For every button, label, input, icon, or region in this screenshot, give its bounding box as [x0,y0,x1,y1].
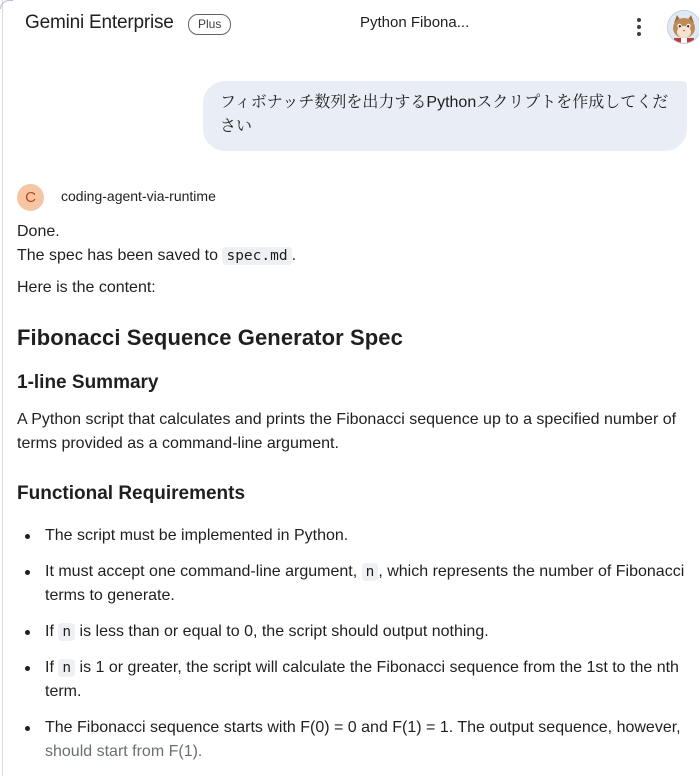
user-message-bubble: フィボナッチ数列を出力するPythonスクリプトを作成してください [203,81,687,151]
saved-file-code: spec.md [222,247,291,265]
response-saved-line [17,244,693,268]
requirement-5-faded: should start from F(1). [45,743,203,760]
response-intro: Here is the content: [17,279,156,296]
requirement-4-suffix: is 1 or greater, the script will calculate the Fibonacci sequence from the 1st to the nth term. [45,659,679,700]
summary-heading: 1-line Summary [17,372,159,393]
app-header [0,0,699,52]
app-brand: Gemini Enterprise [25,12,174,33]
window-edge [2,0,3,776]
requirement-3-code: n [58,623,75,641]
requirement-4-code: n [58,659,75,677]
requirements-list [17,524,693,776]
requirement-3-prefix: If [45,623,59,640]
response-done: Done. [17,223,60,240]
requirement-3-suffix: is less than or equal to 0, the script should output nothing. [75,623,489,640]
requirements-heading: Functional Requirements [17,483,246,504]
plan-badge: Plus [188,14,231,35]
chat-title[interactable]: Python Fibona... [360,14,470,31]
doc-title: Fibonacci Sequence Generator Spec [17,325,403,350]
list-item [17,560,693,608]
list-item [17,716,693,764]
agent-avatar: C [17,184,44,211]
requirement-5-main: The Fibonacci sequence starts with F(0) = 0 and F(1) = 1. The output sequence, however, [45,719,681,736]
requirement-2-suffix: , which represents the number of Fibonacci terms to generate. [45,563,685,604]
list-item [17,524,693,548]
requirement-2-code: n [362,563,379,581]
requirement-4-prefix: If [45,659,59,676]
user-avatar[interactable] [667,10,699,44]
summary-text: A Python script that calculates and prints the Fibonacci sequence up to a specified number of terms provided as a command-line argument. [17,411,677,452]
requirement-1: The script must be implemented in Python. [45,527,349,544]
list-item [17,656,693,704]
saved-prefix: The spec has been saved to [17,247,223,264]
cat-avatar-icon [668,11,699,43]
saved-suffix: . [291,247,297,264]
agent-response [17,220,693,760]
more-vert-icon[interactable] [627,14,651,40]
agent-name: coding-agent-via-runtime [61,188,216,204]
list-item [17,620,693,644]
requirement-2-prefix: It must accept one command-line argument, [45,563,362,580]
